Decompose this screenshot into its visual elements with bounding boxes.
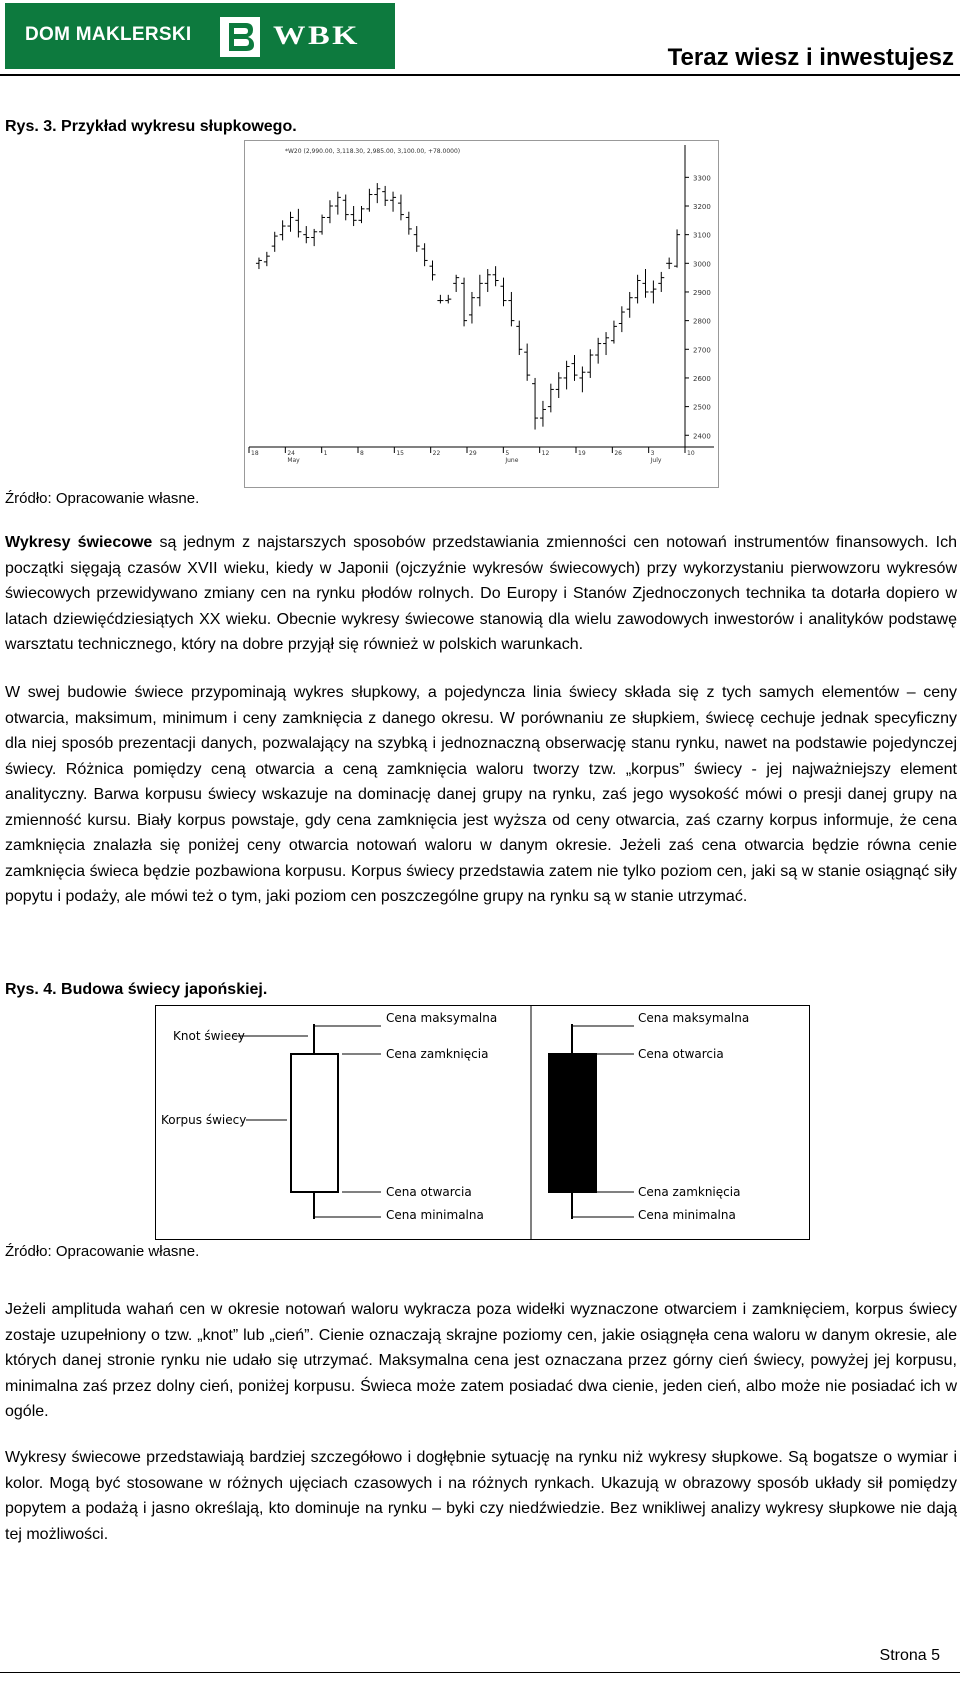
y-tick-label: 3000 [693,260,711,269]
page-number: Strona 5 [879,1647,940,1664]
x-month-label: June [505,457,519,464]
figure-caption-candle: Rys. 4. Budowa świecy japońskiej. [5,981,268,998]
chart-legend: *W20 (2,990.00, 3,118.30, 2,985.00, 3,100.00, +78.0000) [285,148,461,155]
x-month-label: July [650,457,662,464]
paragraph-intro [5,530,957,658]
label-open-left: Cena otwarcia [386,1185,472,1199]
lead-term: Wykresy świecowe [5,534,153,551]
x-month-label: May [287,457,300,464]
y-tick-label: 3300 [693,174,711,183]
y-tick-label: 2500 [693,403,711,412]
candle-structure-diagram [155,1005,810,1240]
x-tick-label: 19 [578,450,586,457]
y-tick-label: 3100 [693,231,711,240]
label-close-left: Cena zamknięcia [386,1047,489,1061]
header-divider [0,74,960,76]
label-open-right: Cena otwarcia [638,1047,724,1061]
dm-wbk-logo [5,3,395,69]
x-tick-label: 10 [687,450,695,457]
x-tick-label: 8 [360,450,364,457]
x-tick-label: 24 [287,450,295,457]
label-min-left: Cena minimalna [386,1208,484,1222]
x-tick-label: 15 [396,450,404,457]
y-tick-label: 2400 [693,432,711,441]
x-tick-label: 1 [323,450,328,457]
x-tick-label: 12 [541,450,550,457]
y-tick-label: 3200 [693,202,711,211]
white-candle-body [291,1054,338,1192]
black-candle-body [549,1054,596,1192]
logo-b-mark-icon [220,17,260,57]
x-tick-label: 18 [251,450,259,457]
x-tick-label: 29 [469,450,477,457]
label-max-left: Cena maksymalna [386,1011,498,1025]
footer-divider [0,1672,960,1673]
logo-brand: WBK [273,21,360,50]
label-close-right: Cena zamknięcia [638,1185,741,1199]
paragraph-intro-rest: są jednym z najstarszych sposobów przedstawiania zmienności cen notowań instrumentów finansowych. Ich początki sięgają czasów XVII wieku, kiedy w Japonii (ojczyźnie wykresów świecowych) przy wykorzystaniu pierwowzoru wykresów świecowych przewidywano zmiany cen na rynku płodów rolnych. Do Europy i Stanów Zjednoczonych technika ta dotarła dopiero w latach dziewięćdziesiątych XX wieku. Obecnie wykresy świecowe stanowią dla wielu zawodowych inwestorów i analityków podstawę warsztatu technicznego, który na dobre przyjął się również w polskich warunkach. [5,534,957,653]
label-knot: Knot świecy [173,1029,245,1043]
figure-caption: Rys. 3. Przykład wykresu słupkowego. [5,118,297,135]
x-tick-label: 22 [432,450,441,457]
label-max-right: Cena maksymalna [638,1011,750,1025]
figure-source: Źródło: Opracowanie własne. [5,490,200,507]
y-tick-label: 2600 [693,374,711,383]
header-tagline: Teraz wiesz i inwestujesz [667,44,954,71]
paragraph-structure: W swej budowie świece przypominają wykres słupkowy, a pojedyncza linia świecy składa się z tych samych elementów – ceny otwarcia, maksimum, minimum i ceny zamknięcia z danego okresu. W porównaniu ze słupkiem, świecę cechuje jednak specyficzny dla niej sposób prezentacji danych, pozwalający na szybką i jednoznaczną obserwację stanu rynku, nawet na podstawie pojedynczej świecy. Różnica pomiędzy ceną otwarcia a ceną zamknięcia waloru tworzy tzw. „korpus” świecy - jej najważniejszy element analityczny. Barwa korpusu świecy wskazuje na dominację danej grupy na rynku, zaś jego wysokość mówi o presji danej grupy na zmienność kursu. Biały korpus powstaje, gdy cena zamknięcia jest wyższa od ceny otwarcia, zaś czarny korpus informuje, że cena zamknięcia znalazła się poniżej ceny otwarcia notowań waloru w danym okresie. Jeżeli zaś cena otwarcia będzie równa cenie zamknięcia świeca będzie pozbawiona korpusu. Korpus świecy przedstawia zatem nie tylko poziom cen, jaki są w stanie osiągnąć siły popytu i podaży, ale mówi też o tym, jaki poziom cen poszczególne grupy na rynku są w stanie utrzymać. [5,684,957,905]
label-korpus: Korpus świecy [161,1113,247,1127]
y-tick-label: 2900 [693,288,711,297]
x-tick-label: 3 [650,450,655,457]
y-tick-label: 2700 [693,346,711,355]
paragraph-wicks: Jeżeli amplituda wahań cen w okresie notowań waloru wykracza poza widełki wyznaczone otwarciem i zamknięciem, korpus świecy zostaje uzupełniony o tzw. „knot” lub „cień”. Cienie oznaczają skrajne poziomy cen, jakie osiągnęła cena waloru w danym okresie, ale których danej stronie rynku nie udało się utrzymać. Maksymalna cena jest oznaczana przez górny cień świecy, powyżej jej korpusu, minimalna zaś przez dolny cień, poniżej korpusu. Świeca może zatem posiadać dwa cienie, jeden cień, albo może nie posiadać ich w ogóle. [5,1301,957,1420]
figure-source-candle: Źródło: Opracowanie własne. [5,1243,200,1260]
ohlc-bar-chart [244,140,719,488]
y-tick-label: 2800 [693,317,711,326]
x-tick-label: 5 [505,450,510,457]
label-min-right: Cena minimalna [638,1208,736,1222]
logo-text: DOM MAKLERSKI [25,24,192,45]
paragraph-comparison: Wykresy świecowe przedstawiają bardziej szczegółowo i dogłębnie sytuację na rynku niż wykresy słupkowe. Są bogatsze o wymiar i kolor. Mogą być stosowane w różnych ujęciach czasowych i na różnych rynkach. Ukazują w obrazowy sposób układy sił pomiędzy popytem a podażą i jasno określają, kto dominuje na rynku – byki czy niedźwiedzie. Bez wnikliwej analizy wykresy słupkowe nie dają tej możliwości. [5,1449,957,1543]
x-tick-label: 26 [614,450,622,457]
